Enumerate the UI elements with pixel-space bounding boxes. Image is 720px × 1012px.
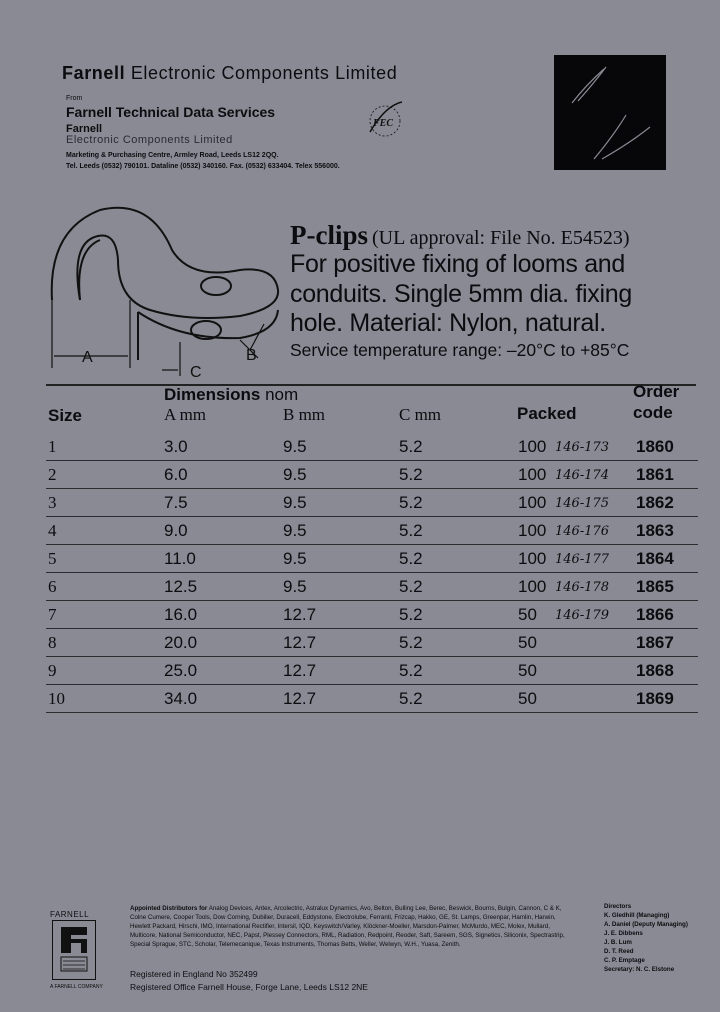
handwritten-note: 146-173 [555,440,610,455]
handwritten-note: 146-179 [555,608,610,623]
packed-cell: 100 [518,465,547,484]
temperature-range: Service temperature range: –20°C to +85°C [290,340,630,360]
header-nom: nom [265,385,299,404]
order-code-cell: 1863 [636,521,674,540]
order-code-cell: 1868 [636,661,674,680]
table-top-rule [46,384,696,386]
header-order-line: Order [633,382,680,401]
a-mm-cell: 34.0 [164,689,198,708]
c-mm-cell: 5.2 [399,549,423,568]
b-mm-cell: 12.7 [283,689,317,708]
brand-logo [554,55,666,170]
header-packed: Packed [517,404,577,423]
distributors-label: Appointed Distributors for [130,905,208,912]
table-row [46,684,698,713]
table-row [46,488,698,517]
ul-approval: (UL approval: File No. E54523) [372,227,630,249]
order-code-cell: 1866 [636,605,674,624]
company-name [62,63,397,84]
packed-cell: 100 [518,549,547,568]
header-code-line: code [633,403,673,422]
directors-label: Directors [604,903,632,910]
fec-logo [360,98,410,148]
packed-cell: 50 [518,605,537,624]
c-mm-cell: 5.2 [399,633,423,652]
c-mm-cell: 5.2 [399,521,423,540]
header-dimensions-label: Dimensions [164,385,261,404]
dimension-b-label: B [246,347,257,364]
handwritten-note: 146-176 [555,524,610,539]
size-cell: 4 [48,521,57,540]
c-mm-cell: 5.2 [399,689,423,708]
packed-cell: 100 [518,577,547,596]
size-cell: 9 [48,661,57,680]
dimension-a-label: A [82,349,93,366]
order-code-cell: 1864 [636,549,674,568]
b-mm-cell: 12.7 [283,605,317,624]
dimension-c-label: C [190,364,202,381]
a-mm-cell: 20.0 [164,633,198,652]
size-cell: 7 [48,605,57,624]
size-cell: 8 [48,633,57,652]
description-line: For positive fixing of looms and [290,250,626,278]
description-line: conduits. Single 5mm dia. fixing [290,279,632,308]
director-name: C. P. Emptage [604,957,645,964]
swoosh-icon [554,55,666,170]
size-cell: 6 [48,577,57,596]
handwritten-note: 146-174 [555,468,610,483]
address-line: Marketing & Purchasing Centre, Armley Road, Leeds LS12 2QQ. [66,152,279,159]
header-b-mm: B mm [283,405,326,424]
packed-cell: 50 [518,689,537,708]
from-label: From [66,95,83,102]
small-company-name: Electronic Components Limited [66,134,233,146]
order-code-cell: 1860 [636,437,674,456]
a-mm-cell: 3.0 [164,437,188,456]
packed-cell: 50 [518,661,537,680]
size-cell: 1 [48,437,57,456]
b-mm-cell: 9.5 [283,577,307,596]
c-mm-cell: 5.2 [399,661,423,680]
order-code-cell: 1869 [636,689,674,708]
table-row [46,572,698,601]
size-cell: 2 [48,465,57,484]
packed-cell: 100 [518,437,547,456]
order-code-cell: 1862 [636,493,674,512]
handwritten-note: 146-177 [555,552,610,567]
b-mm-cell: 12.7 [283,661,317,680]
b-mm-cell: 9.5 [283,465,307,484]
distributors-text [130,904,570,949]
c-mm-cell: 5.2 [399,493,423,512]
footer-logo-label: FARNELL [50,910,90,919]
table-row [46,628,698,657]
header-c-mm: C mm [399,405,442,424]
packed-cell: 100 [518,493,547,512]
footer-logo-caption: A FARNELL COMPANY [50,984,103,990]
registered-office: Registered Office Farnell House, Forge Lane, Leeds LS12 2NE [130,982,368,992]
product-title-block [290,220,630,251]
company-name-rest: Electronic Components Limited [130,63,398,83]
c-mm-cell: 5.2 [399,437,423,456]
product-title: P-clips [290,220,368,250]
table-row [46,600,698,629]
company-name-bold: Farnell [62,63,126,83]
director-name: A. Daniel (Deputy Managing) [604,921,688,928]
c-mm-cell: 5.2 [399,465,423,484]
p-clip-diagram [40,190,290,390]
small-farnell: Farnell [66,123,103,135]
c-mm-cell: 5.2 [399,605,423,624]
b-mm-cell: 9.5 [283,493,307,512]
b-mm-cell: 12.7 [283,633,317,652]
table-row [46,544,698,573]
c-mm-cell: 5.2 [399,577,423,596]
a-mm-cell: 6.0 [164,465,188,484]
handwritten-note: 146-175 [555,496,610,511]
f-icon [53,921,95,979]
director-name: D. T. Reed [604,948,634,955]
header-order-code [633,381,679,423]
order-code-cell: 1861 [636,465,674,484]
directors-block [604,902,688,974]
a-mm-cell: 16.0 [164,605,198,624]
contact-line: Tel. Leeds (0532) 790101. Dataline (0532) 340160. Fax. (0532) 633404. Telex 556000. [66,163,340,170]
director-name: K. Gledhill (Managing) [604,912,670,919]
a-mm-cell: 11.0 [164,549,196,568]
header-dimensions [164,385,298,405]
table-row [46,656,698,685]
packed-cell: 100 [518,521,547,540]
director-name: J. E. Dibbens [604,930,643,937]
registration-number: Registered in England No 352499 [130,969,258,979]
a-mm-cell: 12.5 [164,577,198,596]
product-description [290,250,710,339]
a-mm-cell: 25.0 [164,661,198,680]
b-mm-cell: 9.5 [283,437,307,456]
header-a-mm: A mm [164,405,207,424]
size-cell: 10 [48,689,65,708]
a-mm-cell: 9.0 [164,521,188,540]
header-size: Size [48,406,83,425]
distributors-list: Analog Devices, Antex, Arcolectric, Astralux Dynamics, Avo, Belton, Bulling Lee, Berec, Beswick, Bourns, Bulgin, Cannon, C & K, Colne Cumere, Cooper Tools, Dow Corning, Dubilier, Duracell, Eddystone, Electrolube, Ferranti, Frizcap, Hakko, GE, St. Lamps, Greenpar, Hamlin, Harwin, Hewlett Packard, Hirschi, IMO, International Rectifier, Intersil, IQD, Keyswitch/Varley, Klöckner-Moeller, Marsdon-Palmer, McMurdo, MEC, Molex, Mullard, Multicore, National Semiconductor, NEC, Papst, Plessey Connectors, RML, Radiation, Redpoint, Reoder, Saft, Sareem, SGS, Signetics, Siliconix, Spectrastrip, Special Sprague, STC, Scholar, Telemecanique, Texas Instruments, Thomas Betts, Weller, Welwyn, W.H., Yuasa, Zenith. [130,905,565,948]
table-row [46,432,698,461]
description-line: hole. Material: Nylon, natural. [290,309,606,337]
b-mm-cell: 9.5 [283,549,307,568]
a-mm-cell: 7.5 [164,493,188,512]
order-code-cell: 1865 [636,577,674,596]
size-cell: 5 [48,549,57,568]
size-cell: 3 [48,493,57,512]
b-mm-cell: 9.5 [283,521,307,540]
table-row [46,460,698,489]
division-name: Farnell Technical Data Services [66,104,276,120]
fec-logo-text: FEC [373,118,394,129]
table-row [46,516,698,545]
handwritten-note: 146-178 [555,580,610,595]
farnell-f-logo [52,920,96,980]
packed-cell: 50 [518,633,537,652]
company-secretary: Secretary: N. C. Elstone [604,966,675,973]
order-code-cell: 1867 [636,633,674,652]
director-name: J. B. Lum [604,939,632,946]
